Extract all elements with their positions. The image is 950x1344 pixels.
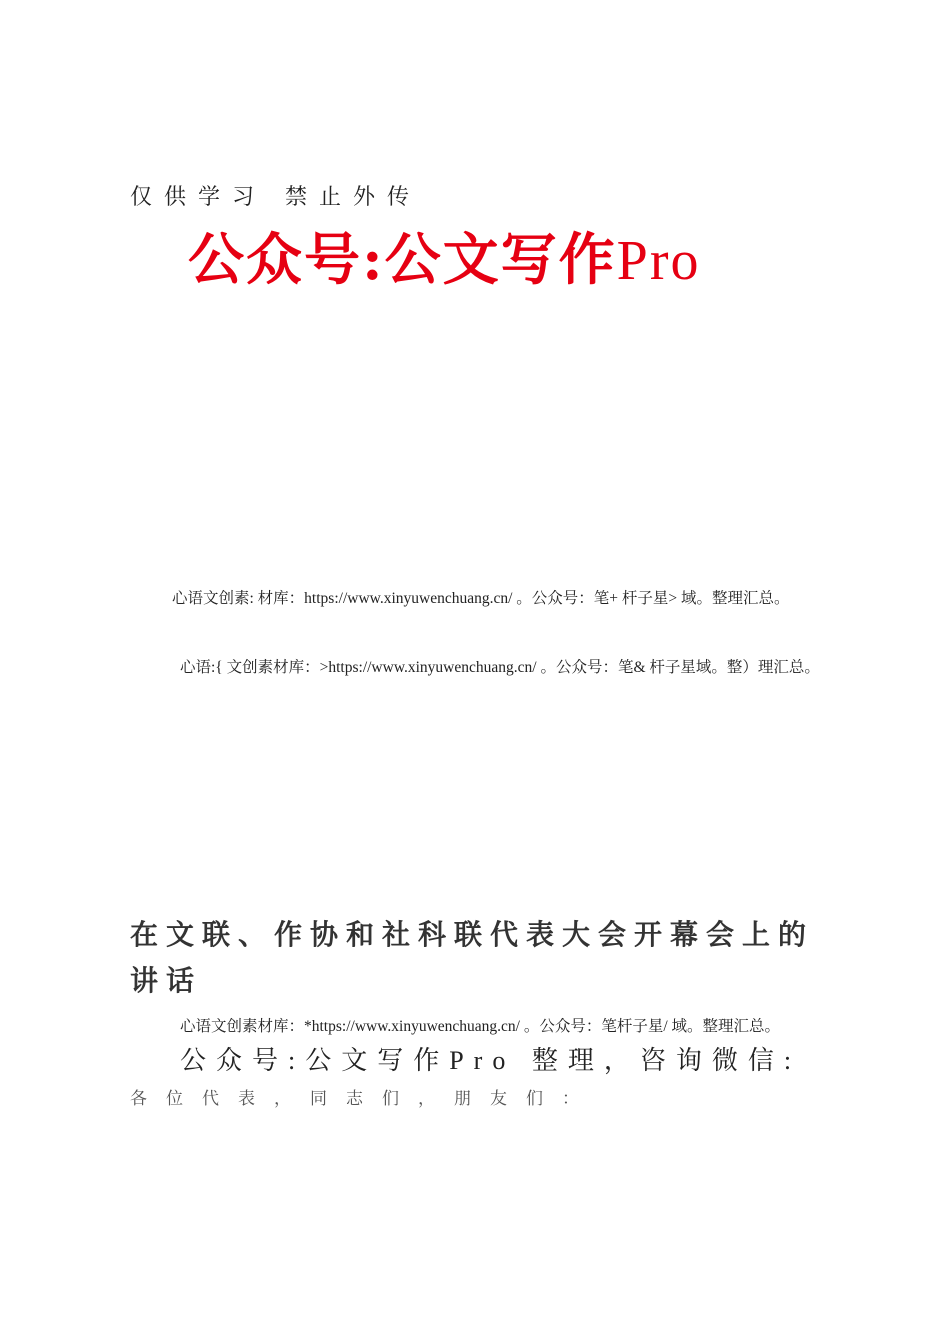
source-line-2: 心语:{ 文创素材库：>https://www.xinyuwenchuang.cn/ 。公众号：笔& 杆子星域。整）理汇总。 [180, 659, 820, 676]
brand-banner [188, 224, 700, 297]
brand-name-cn: 公众号:公文写作 [188, 227, 617, 293]
brand-name-en: Pro [616, 230, 701, 292]
article-title: 在文联、作协和社科联代表大会开幕会上的讲话 [130, 918, 815, 997]
greeting-text: 各位代表，同志们，朋友们： [130, 1089, 598, 1109]
notice-text: 仅供学习 禁止外传 [130, 185, 421, 210]
source-line-3: 心语文创素材库：*https://www.xinyuwenchuang.cn/ 。公众号：笔杆子星/ 域。整理汇总。 [180, 1018, 781, 1035]
source-line-1: 心语文创素: 材库：https://www.xinyuwenchuang.cn/ 。公众号：笔+ 杆子星> 域。整理汇总。 [172, 590, 790, 607]
brand-line: 公众号:公文写作Pro 整理，咨询微信: [180, 1046, 802, 1075]
